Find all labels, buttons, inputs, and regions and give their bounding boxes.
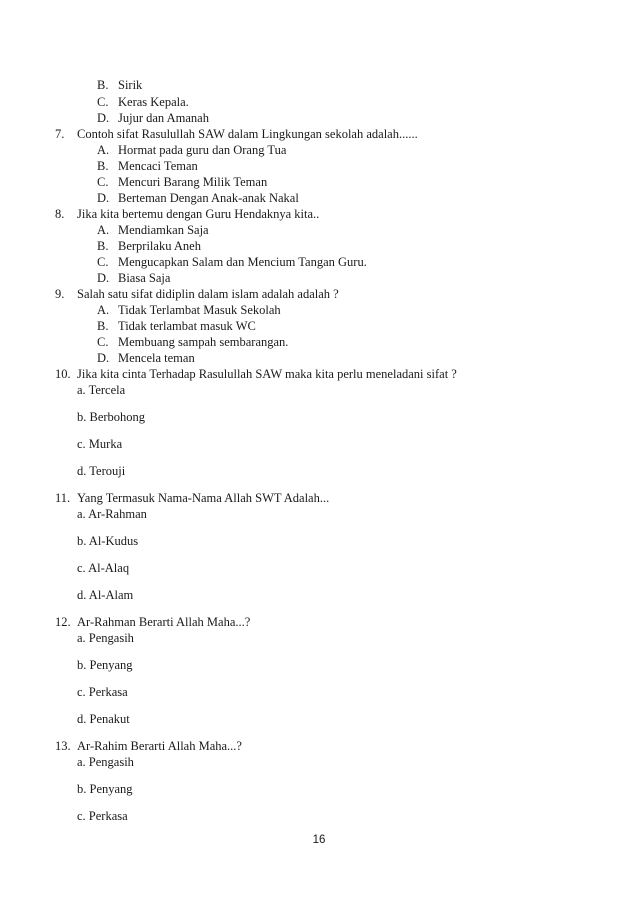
option-label: A. <box>97 303 110 317</box>
option-text: c. Al-Alaq <box>77 561 130 575</box>
page-number: 16 <box>312 834 326 846</box>
option-text: Berprilaku Aneh <box>118 239 201 253</box>
option-text: Mengucapkan Salam dan Mencium Tangan Guru. <box>118 255 367 269</box>
option-label: C. <box>97 95 109 109</box>
option-text: Jujur dan Amanah <box>118 111 209 125</box>
option-label: D. <box>97 271 110 285</box>
option-text: Berteman Dengan Anak-anak Nakal <box>118 191 299 205</box>
option-label: D. <box>97 351 110 365</box>
option-text: a. Pengasih <box>77 631 134 645</box>
question-number: 12. <box>55 615 71 629</box>
option-text: c. Murka <box>77 437 123 451</box>
option-text: b. Berbohong <box>77 410 146 424</box>
question-text: Jika kita cinta Terhadap Rasulullah SAW maka kita perlu meneladani sifat ? <box>77 367 457 381</box>
question-text: Contoh sifat Rasulullah SAW dalam Lingkungan sekolah adalah...... <box>77 127 418 141</box>
option-text: a. Ar-Rahman <box>77 507 147 521</box>
option-label: D. <box>97 191 110 205</box>
option-text: b. Penyang <box>77 782 133 796</box>
option-text: Hormat pada guru dan Orang Tua <box>118 143 287 157</box>
option-text: b. Al-Kudus <box>77 534 139 548</box>
option-label: D. <box>97 111 110 125</box>
option-label: C. <box>97 255 109 269</box>
option-text: a. Tercela <box>77 383 126 397</box>
option-text: d. Terouji <box>77 464 126 478</box>
question-number: 13. <box>55 739 71 753</box>
option-label: A. <box>97 223 110 237</box>
question-number: 10. <box>55 367 71 381</box>
option-label: B. <box>97 319 109 333</box>
option-text: Keras Kepala. <box>118 95 189 109</box>
option-text: Membuang sampah sembarangan. <box>118 335 289 349</box>
option-text: Mencuri Barang Milik Teman <box>118 175 268 189</box>
option-label: B. <box>97 159 109 173</box>
question-number: 11. <box>55 491 71 505</box>
option-text: c. Perkasa <box>77 809 128 823</box>
option-text: c. Perkasa <box>77 685 128 699</box>
question-number: 7. <box>55 127 65 141</box>
option-label: C. <box>97 335 109 349</box>
option-text: Tidak terlambat masuk WC <box>118 319 256 333</box>
option-text: b. Penyang <box>77 658 133 672</box>
option-label: B. <box>97 239 109 253</box>
option-label: C. <box>97 175 109 189</box>
option-text: Biasa Saja <box>118 271 171 285</box>
option-text: d. Al-Alam <box>77 588 134 602</box>
option-text: Mendiamkan Saja <box>118 223 209 237</box>
option-text: d. Penakut <box>77 712 130 726</box>
question-text: Jika kita bertemu dengan Guru Hendaknya kita.. <box>77 207 320 221</box>
question-text: Salah satu sifat didiplin dalam islam adalah adalah ? <box>77 287 339 301</box>
question-text: Ar-Rahim Berarti Allah Maha...? <box>77 739 242 753</box>
question-text: Yang Termasuk Nama-Nama Allah SWT Adalah... <box>77 491 330 505</box>
question-text: Ar-Rahman Berarti Allah Maha...? <box>77 615 251 629</box>
option-label: A. <box>97 143 110 157</box>
option-text: a. Pengasih <box>77 755 134 769</box>
option-text: Tidak Terlambat Masuk Sekolah <box>118 303 281 317</box>
option-text: Sirik <box>118 78 143 92</box>
question-number: 8. <box>55 207 65 221</box>
option-label: B. <box>97 78 109 92</box>
option-text: Mencela teman <box>118 351 195 365</box>
question-number: 9. <box>55 287 65 301</box>
option-text: Mencaci Teman <box>118 159 198 173</box>
